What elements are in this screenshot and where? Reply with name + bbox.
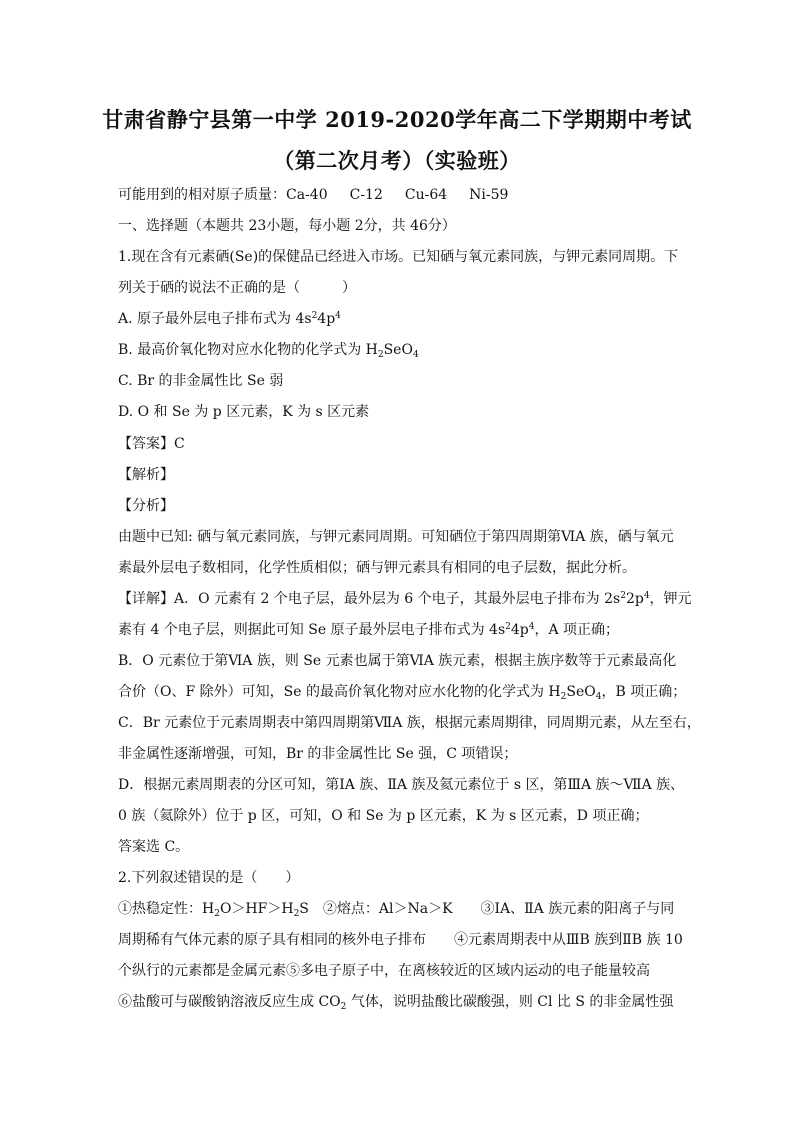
detail-text: 合价（O、F 除外）可知，Se 的最高价氧化物对应水化物的化学式为 H: [118, 684, 561, 700]
atomic-mass-ca: Ca-40: [286, 187, 328, 203]
q1-stem-line1: 1.现在含有元素硒(Se)的保健品已经进入市场。已知硒与氧元素同族，与钾元素同周期。下: [118, 249, 679, 265]
q2-text: O＞HF＞H: [219, 901, 294, 917]
option-text: A. 原子最外层电子排布式为 4s: [118, 311, 312, 327]
document-title: 甘肃省静宁县第一中学 2019-2020学年高二下学期期中考试: [102, 107, 692, 132]
detail-c-line1: C．Br 元素位于元素周期表中第四周期第ⅦA 族，根据元素周期律，同周期元素，从左至右，: [118, 715, 701, 731]
subscript: 4: [595, 692, 602, 702]
q2-text: 气体，说明盐酸比碳酸强，则 Cl 比 S 的非金属性强: [346, 994, 674, 1010]
subscript: 2: [214, 909, 220, 919]
atomic-mass-ni: Ni-59: [469, 187, 509, 203]
q1-option-b: [118, 340, 680, 360]
q2-text: ⑥盐酸可与碳酸钠溶液反应生成 CO: [118, 994, 341, 1010]
detail-text: SeO: [566, 684, 596, 700]
atomic-mass-c: C-12: [349, 187, 383, 203]
q2-text: ①热稳定性：H: [118, 901, 215, 917]
detail-d-line2: 0 族（氦除外）位于 p 区，可知，O 和 Se 为 p 区元素，K 为 s 区元素，D 项正确；: [118, 808, 649, 824]
detail-c-line2: 非金属性逐渐增强，可知，Br 的非金属性比 Se 强，C 项错误；: [118, 746, 518, 762]
answer-label: 【答案】C: [118, 436, 185, 452]
detail-text: 素有 4 个电子层，则据此可知 Se 原子最外层电子排布式为 4s: [118, 622, 506, 638]
section-heading: 一、选择题（本题共 23小题，每小题 2分，共 46分）: [118, 218, 456, 234]
atomic-mass-label: 可能用到的相对原子质量：: [118, 187, 286, 203]
q1-option-d: D. O 和 Se 为 p 区元素，K 为 s 区元素: [118, 404, 370, 420]
fenxi-label: 【分析】: [118, 498, 174, 514]
detail-text: ，A 项正确；: [534, 622, 620, 638]
detail-text: ，钾元: [649, 591, 692, 607]
option-text: SeO: [383, 342, 413, 358]
q2-line3: 个纵行的元素都是金属元素⑤多电子原子中，在离核较近的区域内运动的电子能量较高: [118, 963, 650, 979]
subscript: 2: [340, 1002, 347, 1012]
q1-option-c: C. Br 的非金属性比 Se 弱: [118, 373, 284, 389]
q1-stem-line2: 列关于硒的说法不正确的是（ ）: [118, 280, 356, 296]
detail-b-line1: B．O 元素位于第ⅥA 族，则 Se 元素也属于第ⅥA 族元素，根据主族序数等于元素最高化: [118, 653, 677, 669]
detail-a-line1: [118, 589, 692, 609]
analysis-line2: 素最外层电子数相同，化学性质相似；硒与钾元素具有相同的电子层数，据此分析。: [118, 560, 636, 576]
detail-text: 4p: [510, 622, 529, 638]
analysis-line1: 由题中已知: 硒与氧元素同族，与钾元素同周期。可知硒位于第四周期第ⅥA 族，硒与氧元: [118, 529, 674, 545]
q2-line1: [118, 899, 680, 919]
detail-text: 【详解】A．O 元素有 2 个电子层，最外层为 6 个电子，其最外层电子排布为 2s: [118, 591, 621, 607]
superscript: 4: [643, 591, 650, 601]
subscript: 2: [560, 692, 567, 702]
q2-line4: [118, 992, 680, 1012]
subscript: 2: [377, 350, 384, 360]
q1-option-a: [118, 309, 680, 329]
superscript: 2: [505, 622, 511, 632]
subscript: 4: [412, 350, 419, 360]
conclusion: 答案选 C。: [118, 839, 190, 855]
document-subtitle: （第二次月考）（实验班）: [273, 148, 521, 173]
superscript: 2: [311, 311, 318, 321]
q2-text: S ②熔点：Al＞Na＞K ③ⅠA、ⅡA 族元素的阳离子与同: [299, 901, 675, 917]
superscript: 4: [335, 311, 341, 321]
detail-a-line2: [118, 620, 680, 640]
subscript: 2: [293, 909, 300, 919]
q2-stem: 2.下列叙述错误的是（ ）: [118, 870, 300, 886]
option-text: B. 最高价氧化物对应水化物的化学式为 H: [118, 342, 378, 358]
detail-text: ，B 项正确；: [601, 684, 687, 700]
superscript: 2: [620, 591, 626, 601]
detail-b-line2: [118, 682, 687, 702]
jiexi-label: 【解析】: [118, 467, 174, 483]
superscript: 4: [528, 622, 535, 632]
atomic-mass-line: [118, 185, 680, 205]
detail-text: 2p: [625, 591, 644, 607]
option-text: 4p: [317, 311, 336, 327]
atomic-mass-cu: Cu-64: [404, 187, 448, 203]
detail-d-line1: D．根据元素周期表的分区可知，第ⅠA 族、ⅡA 族及氦元素位于 s 区，第ⅢA 族～ⅦA 族、: [118, 777, 685, 793]
q2-line2: 周期稀有气体元素的原子具有相同的核外电子排布 ④元素周期表中从ⅢB 族到ⅡB 族 10: [118, 932, 683, 948]
